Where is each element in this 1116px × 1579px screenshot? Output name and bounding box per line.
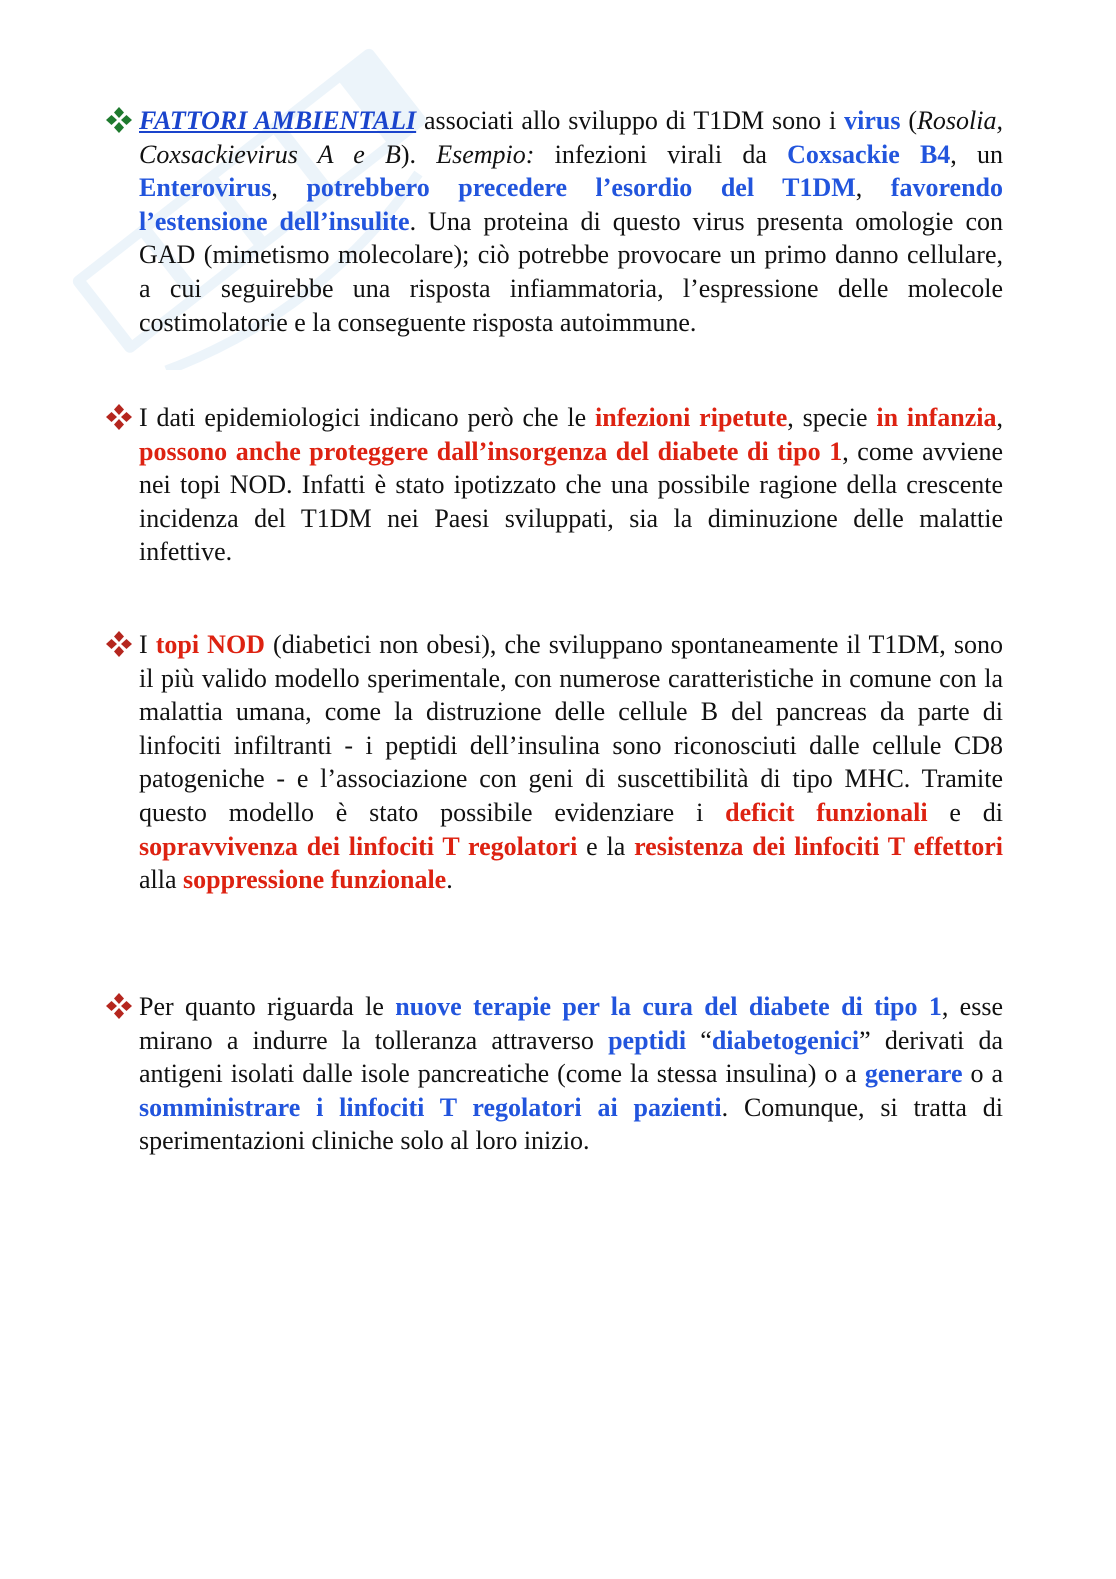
diamond-bullet-icon bbox=[105, 106, 133, 134]
text-span: ). bbox=[400, 139, 437, 169]
text-span: , bbox=[855, 173, 891, 203]
highlight-blue: Enterovirus bbox=[139, 173, 272, 203]
highlight-red: topi NOD bbox=[155, 630, 265, 659]
highlight-red: resistenza dei linfociti T effettori bbox=[634, 831, 1003, 861]
paragraph-new-therapies bbox=[105, 990, 1003, 1158]
italic-text: Rosolia, Coxsackievirus A e B bbox=[139, 106, 1003, 169]
diamond-bullet-icon bbox=[105, 630, 133, 658]
text-span: alla bbox=[139, 865, 184, 895]
text-span: infezioni virali da bbox=[534, 139, 788, 169]
text-span: e di bbox=[927, 797, 1004, 827]
highlight-red: sopravvivenza dei linfociti T regolatori bbox=[139, 831, 578, 861]
highlight-blue: potrebbero precedere l’esordio del T1DM bbox=[306, 173, 856, 203]
text-span: Per quanto riguarda le bbox=[139, 992, 396, 1021]
text-span: I bbox=[139, 630, 156, 659]
text-span: , specie bbox=[787, 403, 877, 432]
text-span: , bbox=[996, 403, 1003, 432]
text-span: , bbox=[271, 173, 307, 203]
text-span: . Una proteina di questo virus presenta omologie con GAD (mimetismo molecolare); ciò potrebbe provocare un primo danno cellulare, a cui seguirebbe una risposta infiammatoria, l’espressione delle molecole costimolatorie e la conseguente risposta autoimmune. bbox=[139, 206, 1003, 337]
highlight-blue: Coxsackie B4 bbox=[787, 139, 951, 169]
highlight-red: in infanzia bbox=[876, 403, 997, 432]
text-span: (diabetici non obesi), che sviluppano spontaneamente il T1DM, sono il più valido modello sperimentale, con numerose caratteristiche in comune con la malattia umana, come la distruzione delle cellule B del pancreas da parte di linfociti infiltranti - i peptidi dell’insulina sono riconosciuti dalle cellule CD8 patogeniche - e l’associazione con geni di suscettibilità di tipo MHC. Tramite questo modello è stato possibile evidenziare i bbox=[139, 630, 1003, 827]
text-span: . bbox=[446, 865, 453, 895]
highlight-blue: diabetogenici bbox=[711, 1025, 860, 1055]
text-span: “ bbox=[686, 1025, 712, 1055]
diamond-bullet-icon bbox=[105, 403, 133, 431]
highlight-blue: favorendo l’estensione dell’insulite bbox=[139, 173, 1003, 236]
text-span: I dati epidemiologici indicano però che le bbox=[139, 403, 596, 432]
text-span: associati allo sviluppo di T1DM sono i bbox=[416, 106, 845, 135]
italic-text: Esempio: bbox=[436, 139, 535, 169]
text-span: , come avviene nei topi NOD. Infatti è stato ipotizzato che una possibile ragione della crescente incidenza del T1DM nei Paesi sviluppati, sia la diminuzione delle malattie infettive. bbox=[139, 436, 1003, 567]
text-span: e la bbox=[577, 831, 635, 861]
diamond-bullet-icon bbox=[105, 992, 133, 1020]
text-span: ( bbox=[900, 106, 918, 135]
paragraph-nod-mice bbox=[105, 628, 1003, 897]
text-span: , esse mirano a indurre la tolleranza attraverso bbox=[139, 992, 1003, 1055]
text-span: , un bbox=[950, 139, 1004, 169]
highlight-blue: somministrare i linfociti T regolatori ai pazienti bbox=[139, 1092, 722, 1122]
highlight-red: infezioni ripetute bbox=[595, 403, 788, 432]
highlight-red: deficit funzionali bbox=[725, 797, 928, 827]
text-span: ” derivati da antigeni isolati dalle isole pancreatiche (come la stessa insulina) o a bbox=[139, 1025, 1003, 1089]
paragraph-text bbox=[139, 990, 1003, 1158]
paragraph-text bbox=[139, 628, 1003, 897]
highlight-blue: generare bbox=[864, 1059, 963, 1089]
paragraph-environmental-factors bbox=[105, 104, 1003, 339]
text-span: . Comunque, si tratta di sperimentazioni cliniche solo al loro inizio. bbox=[139, 1092, 1003, 1156]
text-span: o a bbox=[962, 1059, 1003, 1089]
highlight-red: possono anche proteggere dall’insorgenza del diabete di tipo 1 bbox=[139, 436, 843, 466]
paragraph-epidemiological-data bbox=[105, 401, 1003, 569]
highlight-blue: virus bbox=[844, 106, 901, 135]
highlight-blue: peptidi bbox=[608, 1025, 687, 1055]
paragraph-text bbox=[139, 401, 1003, 569]
paragraph-text bbox=[139, 104, 1003, 339]
highlight-blue: nuove terapie per la cura del diabete di tipo 1 bbox=[395, 992, 942, 1021]
highlight-red: soppressione funzionale bbox=[183, 865, 447, 895]
lead-phrase: FATTORI AMBIENTALI bbox=[139, 106, 417, 135]
